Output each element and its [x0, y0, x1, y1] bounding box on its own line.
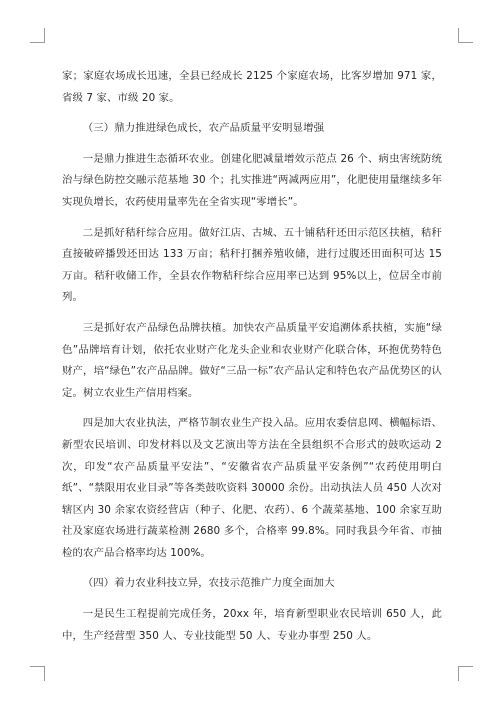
paragraph: 一是鼎力推进生态循环农业。创建化肥减量增效示范点 26 个、病虫害统防统治与绿色防控交融示范基地 30 个；扎实推进“两减两应用”，化肥使用量继续多年实现负增长，农药使用量率先在全省实现“零增长”。: [62, 152, 442, 208]
page-corner-mark-bottom-left: [30, 666, 45, 681]
paragraph: 一是民生工程提前完成任务，20xx 年，培育新型职业农民培训 650 人，此中，生产经营型 350 人、专业技能型 50 人、专业办事型 250 人。: [62, 608, 442, 642]
page-corner-mark-top-left: [30, 28, 45, 43]
paragraph: 三是抓好农产品绿色品牌扶植。加快农产品质量平安追溯体系扶植，实施“绿色”品牌培育计划，依托农业财产化龙头企业和农业财产化联合体，环抱优势特色财产，培“绿色”农产品品牌。做好“三品一标”农产品认定和特色农产品优势区的认定。树立农业生产信用档案。: [62, 321, 442, 399]
page-corner-mark-bottom-right: [458, 666, 473, 681]
paragraph: 家；家庭农场成长迅速，全县已经成长 2125 个家庭农场，比客岁增加 971 家，省级 7 家、市级 20 家。: [62, 70, 442, 104]
page-corner-mark-top-right: [458, 28, 473, 43]
section-heading: （四）着力农业科技立异，农技示范推广力度全面加大: [82, 577, 335, 590]
paragraph: 四是加大农业执法，严格节制农业生产投入品。应用农委信息网、横幅标语、新型农民培训、印发材料以及文艺演出等方法在全县组织不合形式的鼓吹运动 2 次，印发“农产品质量平安法”、“安徽省农产品质量平安条例”“农药使用明白纸”、“禁限用农业目录”等各类鼓吹资料 30000 余份。出动执法人员 450 人次对辖区内 30 余家农资经营店（种子、化肥、农药）、6 个蔬菜基地、100 余家互助社及家庭农场进行蔬菜检测 2680 多个，合格率 99.8%。同时我县今年省、市抽检的农产品合格率均达 100%。: [62, 417, 442, 559]
paragraph: 二是抓好秸秆综合应用。做好江店、古城、五十铺秸秆还田示范区扶植，秸秆直接破碎播毁还田达 133 万亩；秸秆打捆养殖收储，进行过腹还田面积可达 15 万亩。秸秆收储工作，全县农作物秸秆综合应用率已达到 95%以上，位居全市前列。: [62, 226, 442, 304]
section-heading: （三）鼎力推进绿色成长，农产品质量平安明显增强: [82, 122, 325, 135]
document-body: [62, 66, 442, 656]
